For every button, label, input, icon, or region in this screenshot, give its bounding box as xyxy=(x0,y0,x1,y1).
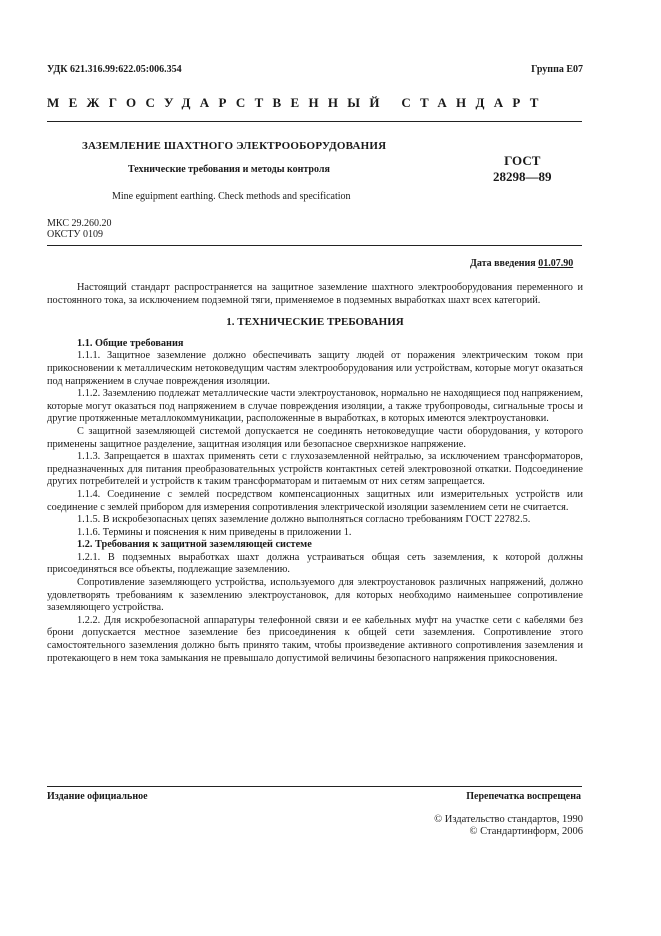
intro-date-label: Дата введения xyxy=(470,258,536,269)
codes-rule xyxy=(47,245,582,246)
clause-1-2-1: 1.2.1. В подземных выработках шахт должна устраиваться общая сеть заземления, к которой должны присоединяться все объекты, подлежащие заземлению. xyxy=(47,551,583,576)
clause-1-2-2: 1.2.2. Для искробезопасной аппаратуры телефонной связи и ее кабельных муфт на участке сети с кабелями без брони допускается местное заземление без присоединения к общей сети заземления. Сопротивление этого самостоятельного заземления должно быть принято таким, чтобы произведение активного сопротивления заземления и протекающего в нем тока замыкания не превышало допустимой величины безопасного напряжения прикосновения. xyxy=(47,614,583,664)
subsection-1-2-heading: 1.2. Требования к защитной заземляющей системе xyxy=(77,539,312,551)
header-rule xyxy=(47,121,582,122)
intro-paragraph: Настоящий стандарт распространяется на защитное заземление шахтного электрооборудования переменного и постоянного тока, за исключением подземной тяги, применяемое в подземных выработках шахт всех категорий. xyxy=(47,282,583,306)
classification-codes xyxy=(47,218,111,240)
gost-label: ГОСТ xyxy=(504,153,541,168)
document-title: ЗАЗЕМЛЕНИЕ ШАХТНОГО ЭЛЕКТРООБОРУДОВАНИЯ xyxy=(82,140,387,152)
clause-1-1-1: 1.1.1. Защитное заземление должно обеспечивать защиту людей от поражения электрическим током при прикосновении к металлическим нетоковедущим частям электрооборудования или устройствам, которые могут оказаться под напряжением в случае повреждения изоляции. xyxy=(47,350,583,387)
mks-code: МКС 29.260.20 xyxy=(47,218,112,229)
edition-note: Издание официальное xyxy=(47,791,148,802)
gost-block xyxy=(493,153,552,185)
intro-date-value: 01.07.90 xyxy=(538,258,574,269)
copyright-block xyxy=(434,814,583,838)
udk-code: УДК 621.316.99:622.05:006.354 xyxy=(47,64,182,75)
group-code: Группа Е07 xyxy=(531,64,583,75)
clause-1-2-1-note: Сопротивление заземляющего устройства, используемого для электроустановок различных напряжений, должно удовлетворять требованиям к заземлению электроустановок, для которых необходимо наименьшее сопротивление заземляющего устройства. xyxy=(47,577,583,614)
standard-banner: МЕЖГОСУДАРСТВЕННЫЙ СТАНДАРТ xyxy=(47,95,548,110)
okstu-code: ОКСТУ 0109 xyxy=(47,229,104,240)
clause-1-1-3: 1.1.3. Запрещается в шахтах применять сети с глухозаземленной нейтралью, за исключением трансформаторов, предназначенных для питания преобразовательных устройств контактных сетей электровозной откатки. Подсоединение других потребителей и устройств к таким трансформаторам и питаемым от них сетям запрещается. xyxy=(47,451,583,488)
document-body xyxy=(47,282,583,665)
section-1-heading: 1. ТЕХНИЧЕСКИЕ ТРЕБОВАНИЯ xyxy=(226,316,404,329)
document-subtitle: Технические требования и методы контроля xyxy=(128,164,330,175)
clause-1-1-2-note: С защитной заземляющей системой допускается не соединять нетоковедущие части оборудования, у которого применены защитное разделение, защитная изоляция или безопасное сверхнизкое напряжение. xyxy=(47,425,583,450)
footer-rule xyxy=(47,786,582,787)
copyright-line-1: © Издательство стандартов, 1990 xyxy=(434,814,583,825)
reprint-note: Перепечатка воспрещена xyxy=(466,791,581,802)
clause-1-1-6: 1.1.6. Термины и пояснения к ним приведены в приложении 1. xyxy=(77,526,352,538)
gost-number: 28298—89 xyxy=(493,169,552,184)
clause-1-1-5: 1.1.5. В искробезопасных цепях заземление должно выполняться согласно требованиям ГОСТ 22782.5. xyxy=(77,514,531,526)
copyright-line-2: © Стандартинформ, 2006 xyxy=(469,826,583,837)
clause-1-1-4: 1.1.4. Соединение с землей посредством компенсационных защитных или измерительных устройств или соединение с землей прибором для измерения сопротивления электрической изоляции заземлением сети не считается. xyxy=(47,488,583,513)
english-title: Mine eguipment earthing. Check methods and specification xyxy=(112,191,351,202)
intro-date xyxy=(470,258,573,269)
clause-1-1-2: 1.1.2. Заземлению подлежат металлические части электроустановок, нормально не находящиеся под напряжением, которые могут оказаться под напряжением в случае повреждения изоляции, а также трубопроводы, сигнальные тросы и другие протяженные металлокоммуникации, расположенные в выработках, в которых имеются электроустановки. xyxy=(47,388,583,425)
subsection-1-1-heading: 1.1. Общие требования xyxy=(77,337,184,349)
